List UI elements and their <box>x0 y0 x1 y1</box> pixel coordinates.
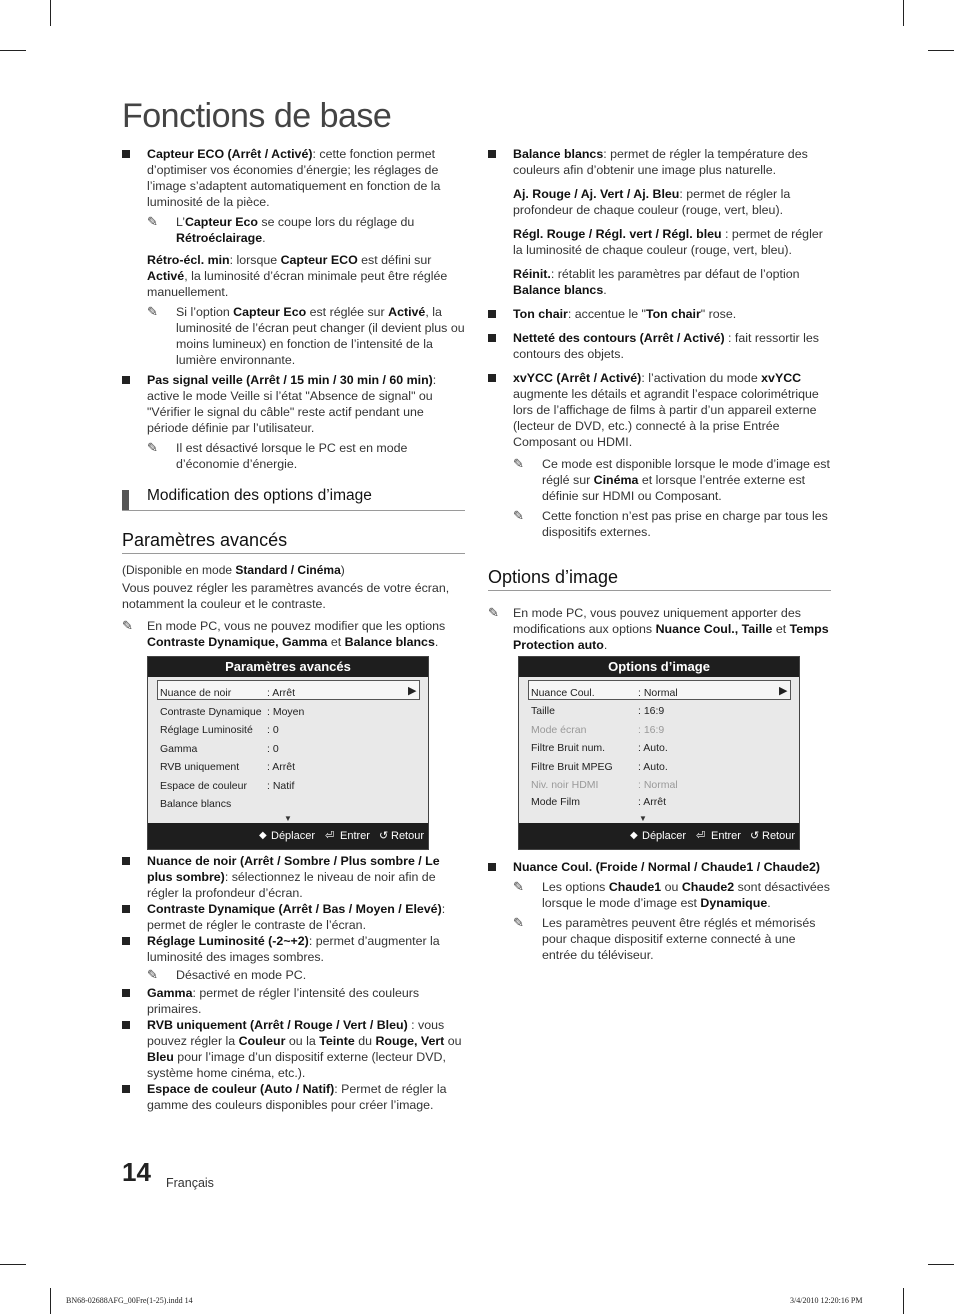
osd-move-label: Déplacer <box>271 830 316 842</box>
crop-mark <box>50 1288 51 1314</box>
divider <box>122 510 465 511</box>
square-bullet-icon <box>122 376 130 384</box>
osd-footer <box>148 823 428 849</box>
osd-back-label: Retour <box>762 830 796 842</box>
square-bullet-icon <box>122 989 130 997</box>
crop-mark <box>0 50 26 51</box>
pencil-note-icon: ✎ <box>147 214 158 229</box>
triangle-right-icon: ▶ <box>779 685 788 697</box>
paragraph: Aj. Rouge / Aj. Vert / Aj. Bleu: permet de régler la profondeur de chaque couleur (rouge, vert, bleu). <box>513 187 791 217</box>
list-item: Ton chair: accentue le "Ton chair" rose. <box>488 306 833 322</box>
note: ✎ Ce mode est disponible lorsque le mode d’image est réglé sur Cinéma et lorsque l’entrée externe est définie sur HDMI ou Composant. <box>513 456 830 503</box>
right-column-intro <box>488 603 833 655</box>
square-bullet-icon <box>488 863 496 871</box>
square-bullet-icon <box>488 374 496 382</box>
osd-menu-advanced: Paramètres avancés Nuance de noir : Arrêt ▶ Contraste Dynamique : Moyen Réglage Luminosité : 0 Gamma : 0 RVB uniquement : Arrêt Espace de couleur : Natif Balance blancs ▼ ◆ Déplacer ⏎ Entrer ↺ Retour <box>147 656 429 850</box>
crop-mark <box>903 0 904 26</box>
note: ✎ L’Capteur Eco se coupe lors du réglage du Rétroéclairage. <box>147 214 415 245</box>
paragraph: Régl. Rouge / Régl. vert / Régl. bleu : permet de régler la luminosité de chaque couleur (rouge, vert, bleu). <box>513 227 823 257</box>
updown-icon: ◆ <box>259 830 267 841</box>
left-column-lower <box>122 853 467 1113</box>
divider <box>122 553 465 554</box>
square-bullet-icon <box>488 150 496 158</box>
square-bullet-icon <box>122 857 130 865</box>
note: ✎ Si l’option Capteur Eco est réglée sur Activé, la luminosité de l’écran peut changer (il devient plus ou moins lumineux) en fonction de l’intensité de la lumière environnante. <box>147 304 465 367</box>
osd-menu-picture-options: Options d’image Nuance Coul. : Normal ▶ Taille : 16:9 Mode écran : 16:9 Filtre Bruit num. : Auto. Filtre Bruit MPEG : Auto. Niv. noir HDMI : Normal Mode Film : Arrêt ▼ ◆ Déplacer ⏎ Entrer ↺ Retour <box>518 656 800 850</box>
osd-enter-label: Entrer <box>340 830 370 842</box>
page-title: Fonctions de base <box>122 97 392 135</box>
pencil-note-icon: ✎ <box>513 915 524 930</box>
note: ✎ Les paramètres peuvent être réglés et mémorisés pour chaque dispositif externe connecté à une entrée du téléviseur. <box>513 915 816 962</box>
left-column-intro <box>122 562 467 652</box>
list-item: xvYCC (Arrêt / Activé): l’activation du mode xvYCC augmente les détails et agrandit l’espace colorimétrique lors de l’affichage de films à partir d’un appareil externe (lecteur de DVD, etc.) connecté à la prise Entrée Composant ou HDMI. <box>488 370 833 450</box>
crop-mark <box>50 0 51 26</box>
note: ✎ En mode PC, vous ne pouvez modifier que les options Contraste Dynamique, Gamma et Balance blancs. <box>122 618 446 649</box>
right-column-upper <box>488 146 833 542</box>
crop-mark <box>0 1264 26 1265</box>
list-item: Nuance de noir (Arrêt / Sombre / Plus sombre / Le plus sombre): sélectionnez le niveau de noir afin de régler la profondeur d’écran. <box>122 853 467 901</box>
osd-header: Options d’image <box>519 657 799 677</box>
paragraph: Rétro-écl. min: lorsque Capteur ECO est défini sur Activé, la luminosité d’écran minimale peut être réglée manuellement. <box>147 253 448 299</box>
osd-header: Paramètres avancés <box>148 657 428 677</box>
imprint-date: 3/4/2010 12:20:16 PM <box>790 1296 863 1305</box>
pencil-note-icon: ✎ <box>122 618 133 633</box>
return-icon: ↺ <box>379 830 389 842</box>
list-item: Nuance Coul. (Froide / Normal / Chaude1 / Chaude2) <box>488 859 833 875</box>
section-title: Paramètres avancés <box>122 530 288 550</box>
pencil-note-icon: ✎ <box>513 879 524 894</box>
list-item: Pas signal veille (Arrêt / 15 min / 30 min / 60 min): active le mode Veille si l’état "Absence de signal" ou "Vérifier le signal du câble" reste actif pendant une période définie par l’utilisateur. <box>122 372 467 436</box>
crop-mark <box>928 1264 954 1265</box>
note: ✎ Cette fonction n’est pas prise en charge par tous les dispositifs externes. <box>513 508 828 539</box>
note: ✎ Il est désactivé lorsque le PC est en mode d’économie d’énergie. <box>147 440 408 471</box>
list-item: Espace de couleur (Auto / Natif): Permet de régler la gamme des couleurs disponibles pour créer l’image. <box>122 1081 467 1113</box>
paragraph: (Disponible en mode Standard / Cinéma) <box>122 563 345 577</box>
pencil-note-icon: ✎ <box>513 456 524 471</box>
language-label: Français <box>166 1176 214 1190</box>
pencil-note-icon: ✎ <box>147 304 158 319</box>
return-icon: ↺ <box>750 830 760 842</box>
square-bullet-icon <box>122 1085 130 1093</box>
note: ✎ Désactivé en mode PC. <box>147 967 307 982</box>
pencil-note-icon: ✎ <box>513 508 524 523</box>
note: ✎ En mode PC, vous pouvez uniquement apporter des modifications aux options Nuance Coul., Taille et Temps Protection auto. <box>488 605 829 652</box>
crop-mark <box>903 1288 904 1314</box>
square-bullet-icon <box>488 310 496 318</box>
right-column-lower <box>488 859 833 965</box>
pencil-note-icon: ✎ <box>147 440 158 455</box>
square-bullet-icon <box>122 150 130 158</box>
osd-enter-label: Entrer <box>711 830 741 842</box>
list-item: Gamma: permet de régler l’intensité des couleurs primaires. <box>122 985 467 1017</box>
pencil-note-icon: ✎ <box>147 967 158 982</box>
square-bullet-icon <box>122 905 130 913</box>
updown-icon: ◆ <box>630 830 638 841</box>
section-title: Options d’image <box>488 567 619 587</box>
square-bullet-icon <box>122 1021 130 1029</box>
list-item: RVB uniquement (Arrêt / Rouge / Vert / Bleu) : vous pouvez régler la Couleur ou la Teinte du Rouge, Vert ou Bleu pour l’image d’un dispositif externe (lecteur DVD, système home cinéma, etc.). <box>122 1017 467 1081</box>
square-bullet-icon <box>122 937 130 945</box>
subhead-bar <box>122 490 129 510</box>
list-item: Netteté des contours (Arrêt / Activé) : fait ressortir les contours des objets. <box>488 330 833 362</box>
osd-footer <box>519 823 799 849</box>
note: ✎ Les options Chaude1 ou Chaude2 sont désactivées lorsque le mode d’image est Dynamique. <box>513 879 830 910</box>
list-item: Capteur ECO (Arrêt / Activé): cette fonction permet d’optimiser vos économies d’énergie; les réglages de l’image s’adaptent automatiquement en fonction de la luminosité de la pièce. <box>122 146 467 210</box>
list-item: Réglage Luminosité (-2~+2): permet d’augmenter la luminosité des images sombres. <box>122 933 467 965</box>
list-item: Balance blancs: permet de régler la température des couleurs afin d’obtenir une image plus naturelle. <box>488 146 833 178</box>
pencil-note-icon: ✎ <box>488 605 499 620</box>
enter-icon: ⏎ <box>325 830 335 842</box>
triangle-right-icon: ▶ <box>408 685 417 697</box>
enter-icon: ⏎ <box>696 830 706 842</box>
subheading: Modification des options d’image <box>147 487 372 504</box>
triangle-down-icon: ▼ <box>284 814 292 823</box>
square-bullet-icon <box>488 334 496 342</box>
paragraph: Vous pouvez régler les paramètres avancés de votre écran, notamment la couleur et le contraste. <box>122 581 450 611</box>
left-column-upper <box>122 146 467 474</box>
imprint-file: BN68-02688AFG_00Fre(1-25).indd 14 <box>66 1296 193 1305</box>
triangle-down-icon: ▼ <box>639 814 647 823</box>
page-number: 14 <box>122 1157 151 1187</box>
paragraph: Réinit.: rétablit les paramètres par défaut de l’option Balance blancs. <box>513 267 800 297</box>
divider <box>488 590 831 591</box>
crop-mark <box>928 50 954 51</box>
list-item: Contraste Dynamique (Arrêt / Bas / Moyen / Elevé): permet de régler le contraste de l’écran. <box>122 901 467 933</box>
osd-move-label: Déplacer <box>642 830 687 842</box>
osd-back-label: Retour <box>391 830 425 842</box>
